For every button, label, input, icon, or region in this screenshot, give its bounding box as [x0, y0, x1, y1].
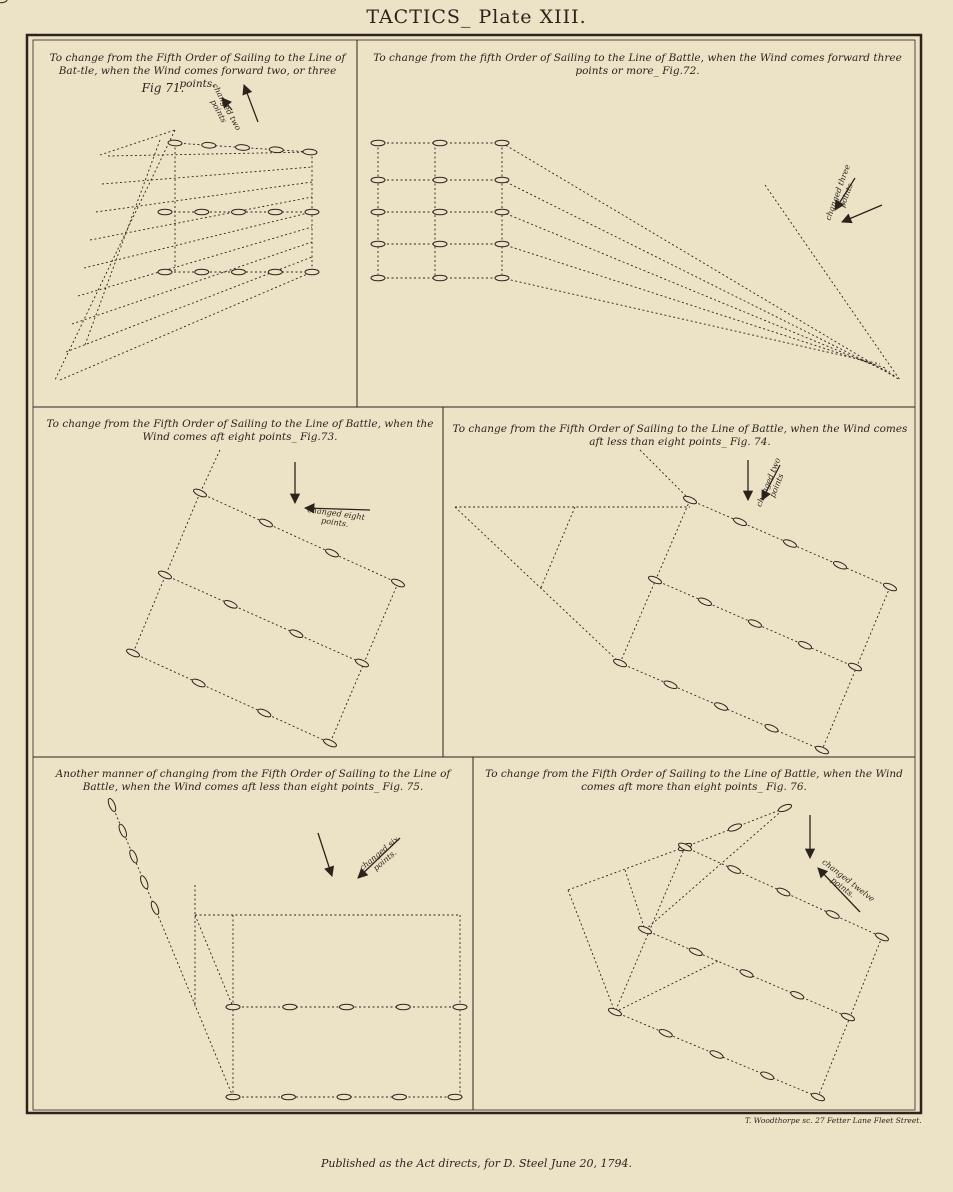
ship-fig73 [192, 488, 207, 499]
course-line [55, 130, 175, 380]
course-line [155, 908, 233, 1097]
ship-fig72 [371, 140, 385, 146]
ship-fig71 [232, 209, 246, 215]
ship-fig74 [713, 701, 728, 712]
caption-fig75: Another manner of changing from the Fifth Order of Sailing to the Line of Battle, when the Wind comes aft less than eight points_ Fig. 75. [55, 768, 451, 793]
ship-fig73 [223, 599, 238, 610]
ship-fig76 [637, 925, 652, 936]
ship-fig71 [202, 142, 216, 149]
ship-fig75 [393, 1094, 407, 1100]
column-line [133, 653, 330, 743]
ship-fig73 [125, 648, 140, 659]
course-line [502, 244, 885, 368]
ship-fig74 [882, 582, 897, 593]
wind-label-fig71: changed two points [208, 81, 243, 132]
ship-fig72 [371, 241, 385, 247]
ship-fig76 [777, 803, 792, 813]
ship-fig76 [810, 1092, 825, 1103]
ship-fig76 [607, 1007, 622, 1018]
wind-arrow-fig72b [842, 205, 882, 222]
ship-fig75 [226, 1094, 240, 1100]
ship-fig74 [732, 516, 747, 527]
ship-fig76 [840, 1012, 855, 1023]
ship-fig73 [324, 548, 339, 559]
ship-fig76 [776, 887, 791, 898]
ship-fig74 [764, 723, 779, 734]
ship-fig71 [232, 269, 246, 275]
course-line [200, 450, 220, 493]
ship-fig76 [739, 968, 754, 979]
ship-fig73 [157, 570, 172, 581]
ship-fig76 [688, 946, 703, 957]
ship-fig74 [647, 575, 662, 586]
ship-fig74 [814, 745, 829, 756]
course-line [640, 450, 690, 500]
ship-fig73 [257, 708, 272, 719]
ship-fig75 [117, 823, 128, 838]
ship-fig73 [289, 628, 304, 639]
ship-fig73 [322, 738, 337, 749]
course-line [645, 808, 785, 930]
ship-fig76 [874, 932, 889, 943]
course-line [60, 272, 312, 380]
course-line [502, 278, 880, 364]
wind-label-fig75: changed six points. [357, 834, 401, 873]
ship-fig74 [747, 618, 762, 629]
ship-fig72 [433, 209, 447, 215]
ship-fig76 [727, 822, 742, 832]
wind-label-fig73: changed eight points. [306, 505, 366, 529]
ship-fig76 [760, 1070, 775, 1081]
wind-label-fig74: changed two points [754, 456, 786, 509]
ship-fig76 [790, 990, 805, 1001]
course-line [84, 212, 312, 268]
course-line [540, 507, 575, 590]
ship-fig72 [371, 177, 385, 183]
ship-fig75 [340, 1004, 354, 1010]
wind-label-fig72: changed three points [823, 163, 855, 222]
column-line [165, 575, 362, 663]
ship-fig71 [268, 269, 282, 275]
ship-fig75 [226, 1004, 240, 1010]
course-line [85, 140, 160, 345]
course-line [455, 507, 620, 663]
publication-line: Published as the Act directs, for D. Steel June 20, 1794. [320, 1157, 633, 1170]
ship-fig71 [195, 269, 209, 275]
ship-fig72 [495, 241, 509, 247]
caption-fig72: To change from the fifth Order of Sailing to the Line of Battle, when the Wind comes forward three points or more_ Fig.72. [373, 52, 902, 77]
ship-fig71 [305, 209, 319, 215]
ship-fig72 [495, 275, 509, 281]
ship-fig72 [433, 241, 447, 247]
course-line [72, 242, 312, 324]
ship-fig75 [128, 849, 139, 864]
wind-label-fig76: changed twelve points. [820, 857, 877, 904]
course-line [96, 182, 312, 212]
plate-title: TACTICS_ Plate XIII. [366, 6, 587, 28]
course-line [100, 130, 175, 155]
ship-fig74 [697, 596, 712, 607]
wind-arrow-fig75a [318, 833, 332, 876]
course-line [502, 212, 890, 372]
ship-fig75 [0, 0, 7, 3]
ship-fig72 [495, 140, 509, 146]
ship-fig76 [825, 909, 840, 920]
course-line [615, 960, 720, 1012]
course-line [568, 847, 685, 890]
ship-fig75 [283, 1004, 297, 1010]
ship-fig75 [396, 1004, 410, 1010]
ship-fig72 [495, 177, 509, 183]
ship-fig72 [371, 209, 385, 215]
ship-fig71 [195, 209, 209, 215]
ship-fig71 [269, 146, 283, 153]
ship-fig72 [433, 177, 447, 183]
ship-fig75 [337, 1094, 351, 1100]
caption-fig73: To change from the Fifth Order of Sailing to the Line of Battle, when the Wind comes aft eight points_ Fig.73. [46, 418, 434, 443]
ship-fig71 [168, 140, 182, 147]
course-line [102, 167, 312, 184]
course-line [625, 870, 645, 930]
ship-fig76 [727, 864, 742, 875]
ship-fig76 [658, 1028, 673, 1039]
engraver-credit: T. Woodthorpe sc. 27 Fetter Lane Fleet Street. [745, 1116, 922, 1125]
ship-fig75 [282, 1094, 296, 1100]
ship-fig72 [433, 275, 447, 281]
ship-fig74 [782, 538, 797, 549]
course-line [568, 890, 615, 1012]
ship-fig71 [305, 269, 319, 275]
course-line [195, 915, 233, 1007]
caption-fig74: To change from the Fifth Order of Sailing to the Line of Battle, when the Wind comes aft less than eight points_ Fig. 74. [452, 423, 908, 448]
course-line [90, 197, 312, 240]
ship-fig71 [268, 209, 282, 215]
ship-fig73 [191, 678, 206, 689]
ship-fig72 [433, 140, 447, 146]
caption-fig76: To change from the Fifth Order of Sailing to the Line of Battle, when the Wind comes aft more than eight points_ Fig. 76. [485, 768, 903, 793]
ship-fig74 [832, 560, 847, 571]
ship-fig74 [682, 495, 697, 506]
ship-fig71 [158, 209, 172, 215]
ship-fig73 [390, 578, 405, 589]
ship-fig74 [797, 640, 812, 651]
ship-fig75 [448, 1094, 462, 1100]
ship-fig75 [150, 900, 161, 915]
ship-fig74 [663, 679, 678, 690]
ship-fig75 [453, 1004, 467, 1010]
ship-fig75 [107, 797, 118, 812]
course-line [78, 227, 312, 296]
ship-fig76 [709, 1049, 724, 1060]
ship-fig72 [371, 275, 385, 281]
ship-fig71 [303, 149, 317, 156]
ship-fig73 [258, 518, 273, 529]
ship-fig72 [495, 209, 509, 215]
ship-fig75 [139, 875, 150, 890]
ship-fig74 [612, 658, 627, 669]
column-line [200, 493, 398, 583]
ship-fig71 [158, 269, 172, 275]
fig71-label: Fig 71. [141, 81, 185, 95]
ship-fig71 [235, 144, 249, 151]
caption-fig71: To change from the Fifth Order of Sailing to the Line of Bat-tle, when the Wind comes forward two, or three points. [49, 52, 346, 90]
